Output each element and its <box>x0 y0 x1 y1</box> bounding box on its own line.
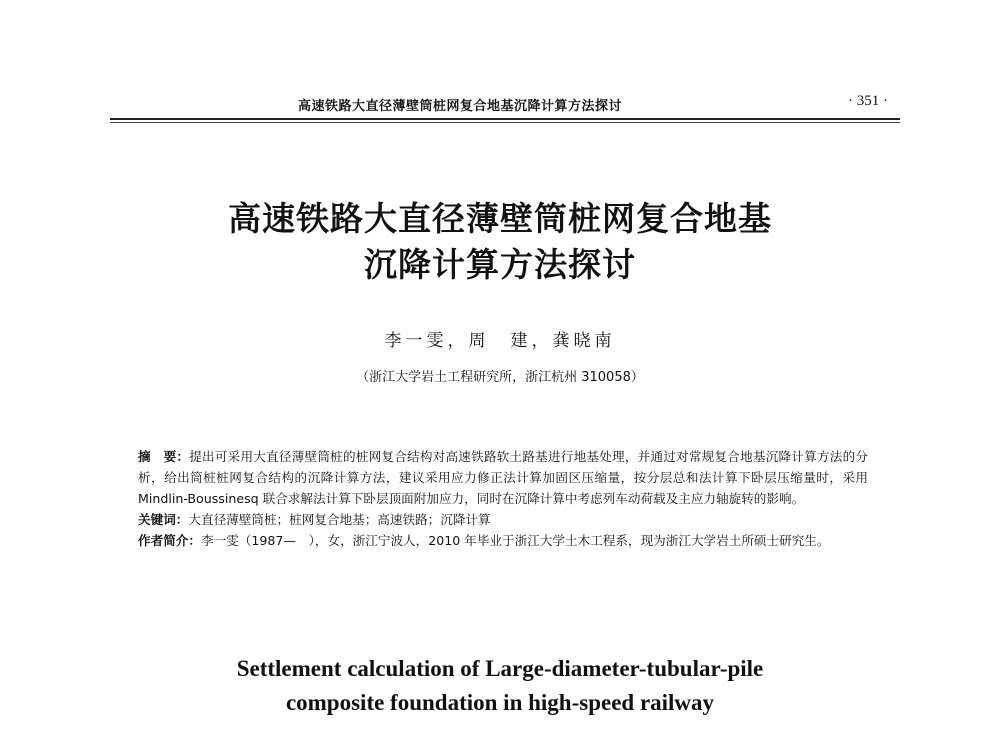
chinese-title <box>100 196 900 288</box>
page-number: · 351 · <box>848 93 888 109</box>
keywords-label: 关键词： <box>138 512 189 527</box>
header-rule-thick <box>110 118 900 120</box>
abstract-block <box>138 446 868 551</box>
author-bio-text: 李一雯（1987— ），女，浙江宁波人，2010 年毕业于浙江大学土木工程系，现为浙江大学岩土所硕士研究生。 <box>200 533 830 548</box>
chinese-title-line-2: 沉降计算方法探讨 <box>364 245 636 284</box>
affiliation: （浙江大学岩土工程研究所，浙江杭州 310058） <box>356 370 644 385</box>
author-bio-paragraph <box>138 530 868 551</box>
header-rule-thin <box>110 122 900 123</box>
chinese-title-line-1: 高速铁路大直径薄壁筒桩网复合地基 <box>228 199 772 238</box>
english-title <box>100 652 900 720</box>
keywords-paragraph <box>138 509 868 530</box>
running-header <box>110 92 900 116</box>
abstract-label: 摘 要： <box>138 449 190 464</box>
abstract-text: 提出可采用大直径薄壁筒桩的桩网复合结构对高速铁路软土路基进行地基处理，并通过对常规复合地基沉降计算方法的分析，给出筒桩桩网复合结构的沉降计算方法，建议采用应力修正法计算加固区压缩量，按分层总和法计算下卧层压缩量时，采用 Mindlin-Boussinesq 联合求解法计算下卧层顶面附加应力，同时在沉降计算中考虑列车动荷载及主应力轴旋转的影响。 <box>138 449 869 506</box>
english-title-line-2: composite foundation in high-speed railway <box>285 690 715 715</box>
author-list: 李一雯，周 建，龚晓南 <box>384 331 616 351</box>
author-bio-label: 作者简介： <box>138 533 201 548</box>
english-title-line-1: Settlement calculation of Large-diameter-tubular-pile <box>236 656 764 681</box>
abstract-paragraph <box>138 446 868 509</box>
running-title: 高速铁路大直径薄壁筒桩网复合地基沉降计算方法探讨 <box>297 99 622 114</box>
keywords-text: 大直径薄壁筒桩；桩网复合地基；高速铁路；沉降计算 <box>188 512 491 527</box>
